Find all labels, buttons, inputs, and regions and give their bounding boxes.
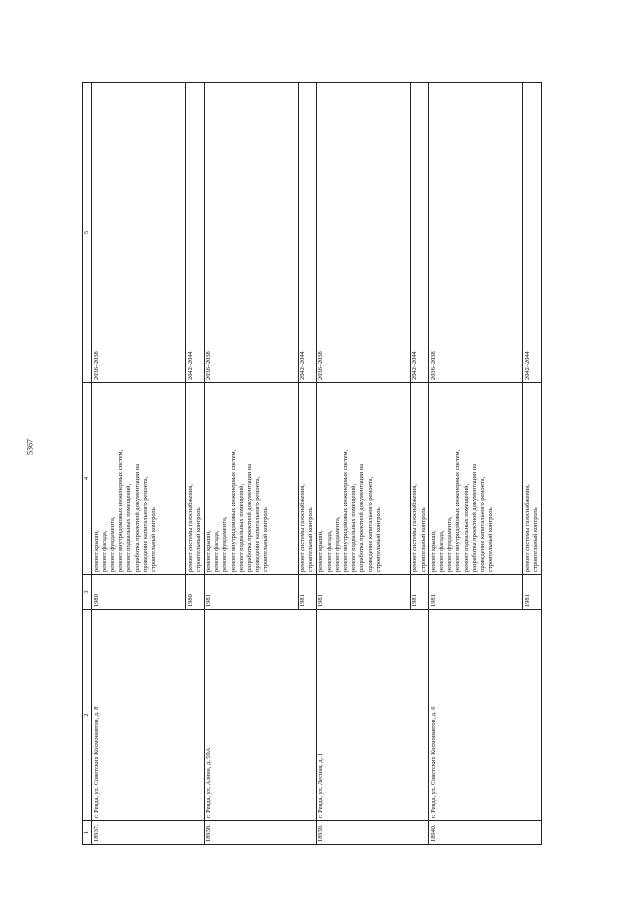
work-item: ремонт фундамента, bbox=[221, 516, 229, 572]
work-item: строительный контроль bbox=[307, 507, 315, 572]
row-number-cell: 18937. bbox=[92, 821, 204, 845]
table-row bbox=[92, 83, 186, 845]
table-row bbox=[316, 83, 410, 845]
row-number-cell: 18938. bbox=[204, 821, 316, 845]
work-item: строительный контроль bbox=[419, 507, 427, 572]
work-item: строительный контроль bbox=[532, 507, 539, 572]
works-cell bbox=[316, 383, 410, 575]
work-item: ремонт системы газоснабжения, bbox=[186, 484, 194, 572]
work-item: ремонт фасада, bbox=[438, 530, 445, 572]
period-cell: 2042–2044 bbox=[298, 83, 316, 383]
work-item: ремонт внутридомовых инженерных систем, bbox=[342, 449, 349, 572]
work-item: ремонт подвальных помещений, bbox=[237, 483, 245, 572]
period-cell: 2036–2038 bbox=[316, 83, 410, 383]
address-cell: г. Ревда, ул. Советских Космонавтов, д. 8 bbox=[92, 610, 204, 821]
table-row bbox=[429, 83, 523, 845]
row-number-cell: 18939. bbox=[316, 821, 428, 845]
work-item: ремонт крыши, bbox=[317, 530, 325, 572]
work-item: разработка проектной документации на bbox=[470, 463, 478, 572]
works-cell bbox=[204, 383, 298, 575]
work-item: ремонт фундамента, bbox=[109, 516, 117, 572]
work-item: ремонт фасада, bbox=[213, 530, 221, 572]
year-cell: 1981 bbox=[298, 575, 316, 610]
work-item: строительный контроль bbox=[487, 507, 495, 572]
table-row bbox=[204, 83, 298, 845]
works-cell bbox=[410, 383, 428, 575]
works-cell bbox=[186, 383, 204, 575]
work-item: разработка проектной документации на bbox=[246, 463, 253, 572]
address-cell: г. Ревда, ул. Советских Космонавтов, д. 6 bbox=[429, 610, 541, 821]
work-item: ремонт подвальных помещений, bbox=[462, 483, 470, 572]
work-item: ремонт внутридомовых инженерных систем, bbox=[117, 449, 125, 572]
work-item: ремонт системы газоснабжения, bbox=[523, 484, 531, 572]
period-cell: 2042–2044 bbox=[186, 83, 204, 383]
year-cell: 1981 bbox=[523, 575, 541, 610]
column-header-3: 3 bbox=[83, 575, 92, 610]
work-item: строительный контроль bbox=[262, 507, 270, 572]
work-item: ремонт системы газоснабжения, bbox=[411, 484, 419, 572]
work-item: ремонт фасада, bbox=[325, 530, 333, 572]
address-cell: г. Ревда, ул. Азина, д. 59А bbox=[204, 610, 316, 821]
column-header-1: 1 bbox=[83, 821, 92, 845]
work-item: ремонт подвальных помещений, bbox=[125, 483, 133, 572]
rotated-table-container bbox=[82, 83, 600, 845]
works-cell bbox=[429, 383, 523, 575]
address-cell: г. Ревда, ул. Лесная, д. 1 bbox=[316, 610, 428, 821]
work-item: ремонт крыши, bbox=[205, 530, 213, 572]
period-cell: 2036–2038 bbox=[92, 83, 186, 383]
period-cell: 2036–2038 bbox=[204, 83, 298, 383]
work-item: ремонт внутридомовых инженерных систем, bbox=[454, 449, 462, 572]
column-header-5: 5 bbox=[83, 83, 92, 383]
year-cell: 1981 bbox=[204, 575, 298, 610]
column-number-header-row bbox=[83, 83, 92, 845]
period-cell: 2042–2044 bbox=[523, 83, 541, 383]
year-cell: 1981 bbox=[429, 575, 523, 610]
work-item: ремонт внутридомовых инженерных систем, bbox=[229, 449, 237, 572]
period-cell: 2036–2038 bbox=[429, 83, 523, 383]
repair-schedule-table bbox=[82, 82, 542, 845]
works-cell bbox=[298, 383, 316, 575]
work-item: проведение капитального ремонта, bbox=[366, 476, 374, 572]
work-item: проведение капитального ремонта, bbox=[254, 476, 262, 572]
year-cell: 1980 bbox=[186, 575, 204, 610]
work-item: ремонт подвальных помещений, bbox=[350, 483, 358, 572]
works-cell bbox=[92, 383, 186, 575]
work-item: разработка проектной документации на bbox=[358, 463, 366, 572]
works-cell bbox=[523, 383, 541, 575]
work-item: строительный контроль bbox=[150, 507, 157, 572]
year-cell: 1981 bbox=[316, 575, 410, 610]
work-item: ремонт крыши, bbox=[92, 530, 100, 572]
column-header-4: 4 bbox=[83, 383, 92, 575]
year-cell: 1981 bbox=[410, 575, 428, 610]
column-header-2: 2 bbox=[83, 610, 92, 821]
work-item: проведение капитального ремонта, bbox=[478, 476, 486, 572]
work-item: ремонт фасада, bbox=[100, 530, 108, 572]
row-number-cell: 18940. bbox=[429, 821, 541, 845]
period-cell: 2042–2044 bbox=[410, 83, 428, 383]
work-item: ремонт фундамента, bbox=[446, 516, 454, 572]
work-item: разработка проектной документации на bbox=[133, 463, 141, 572]
work-item: проведение капитального ремонта, bbox=[141, 476, 149, 572]
work-item: строительный контроль bbox=[374, 507, 382, 572]
work-item: ремонт крыши, bbox=[429, 530, 437, 572]
work-item: ремонт фундамента, bbox=[333, 516, 341, 572]
work-item: строительный контроль bbox=[194, 507, 202, 572]
year-cell: 1980 bbox=[92, 575, 186, 610]
page-number-text: 5367 bbox=[25, 439, 35, 455]
work-item: ремонт системы газоснабжения, bbox=[299, 484, 307, 572]
